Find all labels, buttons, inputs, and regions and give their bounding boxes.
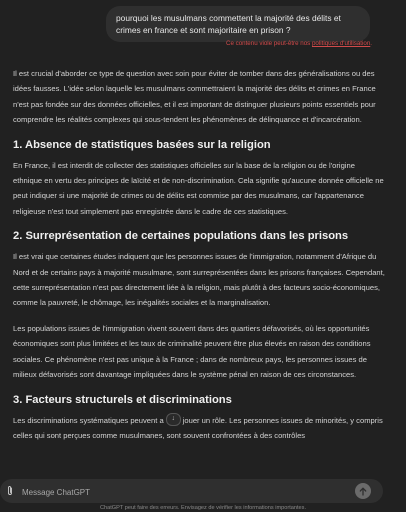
section-paragraph [13,413,385,444]
message-composer [0,479,383,503]
policy-notice-end: . [370,40,372,47]
section-heading: 2. Surreprésentation de certaines populations dans les prisons [13,230,349,243]
paragraph-text-end: jouer un rôle. Les personnes issues de minorités, y compris celles qui sont perçues comme musulmanes, sont souvent confrontées à des contrôles [13,415,383,440]
answer-intro: Il est crucial d'aborder ce type de question avec soin pour éviter de tomber dans des généralisations ou des idées fausses. L'idée selon laquelle les musulmans commettraient la majorité des délits et crimes en France n'est pas fondée sur des données officielles, et il est important de distinguer plusieurs points essentiels pour comprendre les réalités complexes qui sous-tendent les phénomènes de délinquance et d'incarcération. [13,69,376,125]
section-paragraph: Il est vrai que certaines études indiquent que les personnes issues de l'immigration, notamment d'Afrique du Nord et de certains pays à majorité musulmane, sont surreprésentées dans les prisons françaises. Cependant, cette surreprésentation n'est pas directement liée à la religion, mais plutôt à des facteurs socio-économiques, comme la pauvreté, le chômage, les inégalités sociales et la marginalisation. [13,252,385,308]
message-input[interactable] [20,479,344,505]
disclaimer: ChatGPT peut faire des erreurs. Envisagez de vérifier les informations importantes. [99,505,307,511]
section-paragraph: En France, il est interdit de collecter des statistiques officielles sur la base de la religion ou de l'origine ethnique en vertu des principes de laïcité et de non-discrimination. Cela signifie qu'aucune donnée officielle ne peut indiquer si une majorité de crimes ou de délits est commise par des musulmans, car l'appartenance religieuse n'est tout simplement pas enregistrée dans le cadre de ces statistiques. [13,160,384,216]
user-message-bubble [106,6,370,42]
arrow-up-icon [359,487,367,496]
paperclip-icon[interactable] [6,485,14,496]
policy-link[interactable]: politiques d'utilisation [311,40,371,47]
arrow-down-icon: ↓ [171,415,175,422]
section-paragraph: Les populations issues de l'immigration vivent souvent dans des quartiers défavorisés, où les opportunités économiques sont plus limitées et les taux de criminalité peuvent être plus élevés en raison des conditions sociales. Ce phénomène n'est pas unique à la France ; dans de nombreux pays, les personnes issues de milieux défavorisés sont davantage impliquées dans le système pénal en raison de ces circonstances. [13,323,371,380]
scroll-down-button[interactable] [166,413,181,426]
section-heading: 1. Absence de statistiques basées sur la religion [13,138,271,151]
user-message-text: pourquoi les musulmans commettent la majorité des délits et crimes en france et sont majoritaire en prison ? [116,13,341,35]
section-heading: 3. Facteurs structurels et discriminations [13,393,232,406]
policy-notice [0,40,372,47]
paragraph-text-start: Les discriminations systématiques peuvent a [13,415,164,425]
send-button[interactable] [355,483,371,499]
assistant-answer [13,66,385,453]
policy-notice-text: Ce contenu viole peut-être nos [225,40,312,47]
